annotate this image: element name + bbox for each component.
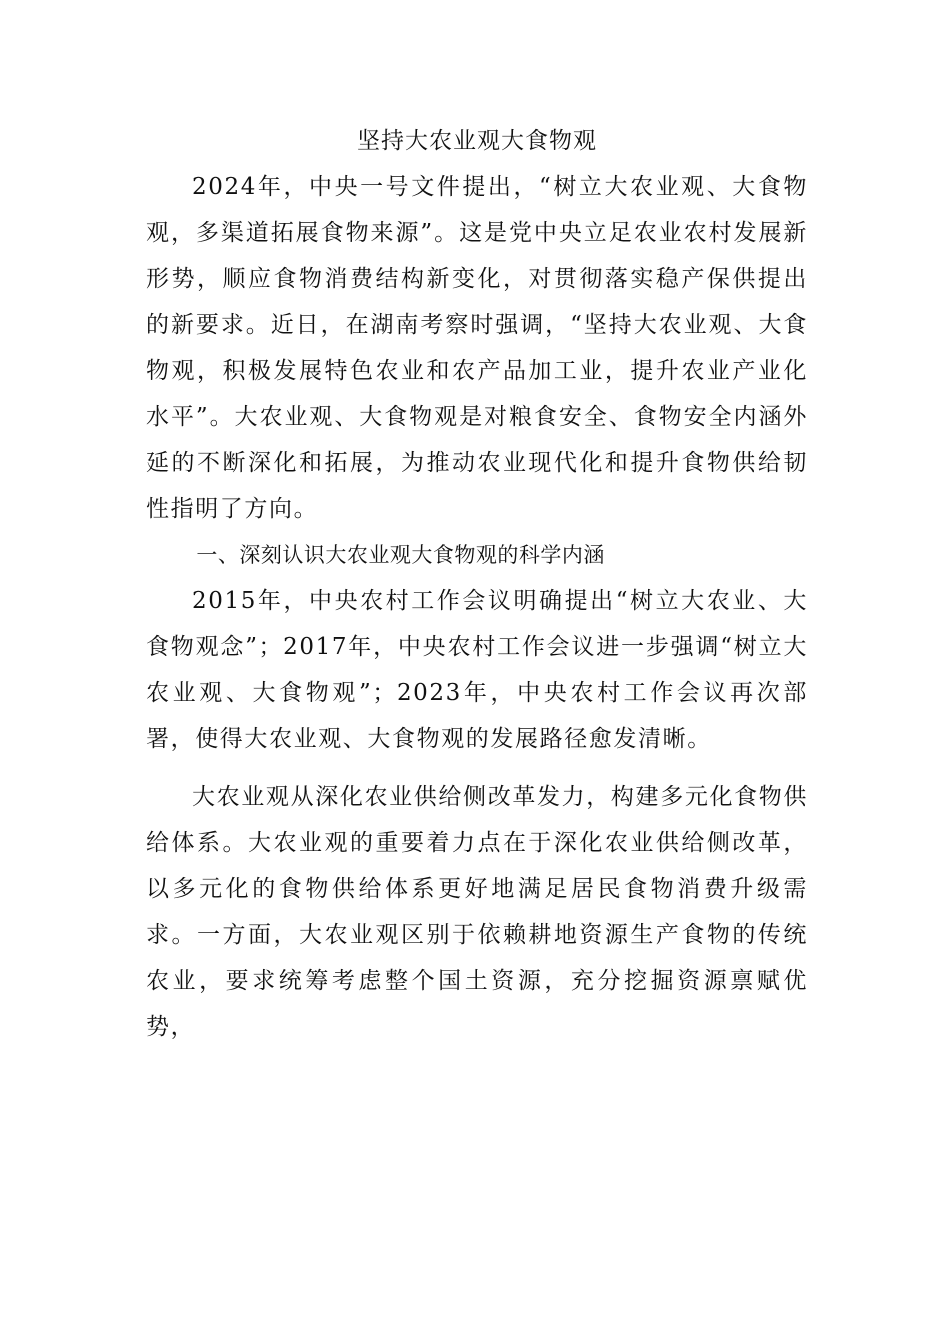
document-body — [146, 118, 808, 1050]
supply-paragraph: 大农业观从深化农业供给侧改革发力，构建多元化食物供给体系。大农业观的重要着力点在于深化农业供给侧改革，以多元化的食物供给体系更好地满足居民食物消费升级需求。一方面，大农业观区别于依赖耕地资源生产食物的传统农业，要求统筹考虑整个国土资源，充分挖掘资源禀赋优势， — [146, 784, 808, 1040]
history-paragraph: 2015年，中央农村工作会议明确提出“树立大农业、大食物观念”；2017年，中央农村工作会议进一步强调“树立大农业观、大食物观”；2023年，中央农村工作会议再次部署，使得大农业观、大食物观的发展路径愈发清晰。 — [146, 588, 808, 752]
intro-paragraph: 2024年，中央一号文件提出，“树立大农业观、大食物观，多渠道拓展食物来源”。这是党中央立足农业农村发展新形势，顺应食物消费结构新变化，对贯彻落实稳产保供提出的新要求。近日，在湖南考察时强调，“坚持大农业观、大食物观，积极发展特色农业和农产品加工业，提升农业产业化水平”。大农业观、大食物观是对粮食安全、食物安全内涵外延的不断深化和拓展，为推动农业现代化和提升食物供给韧性指明了方向。 — [146, 174, 808, 522]
section-heading: 一、深刻认识大农业观大食物观的科学内涵 — [196, 543, 605, 567]
document-title: 坚持大农业观大食物观 — [357, 128, 597, 154]
